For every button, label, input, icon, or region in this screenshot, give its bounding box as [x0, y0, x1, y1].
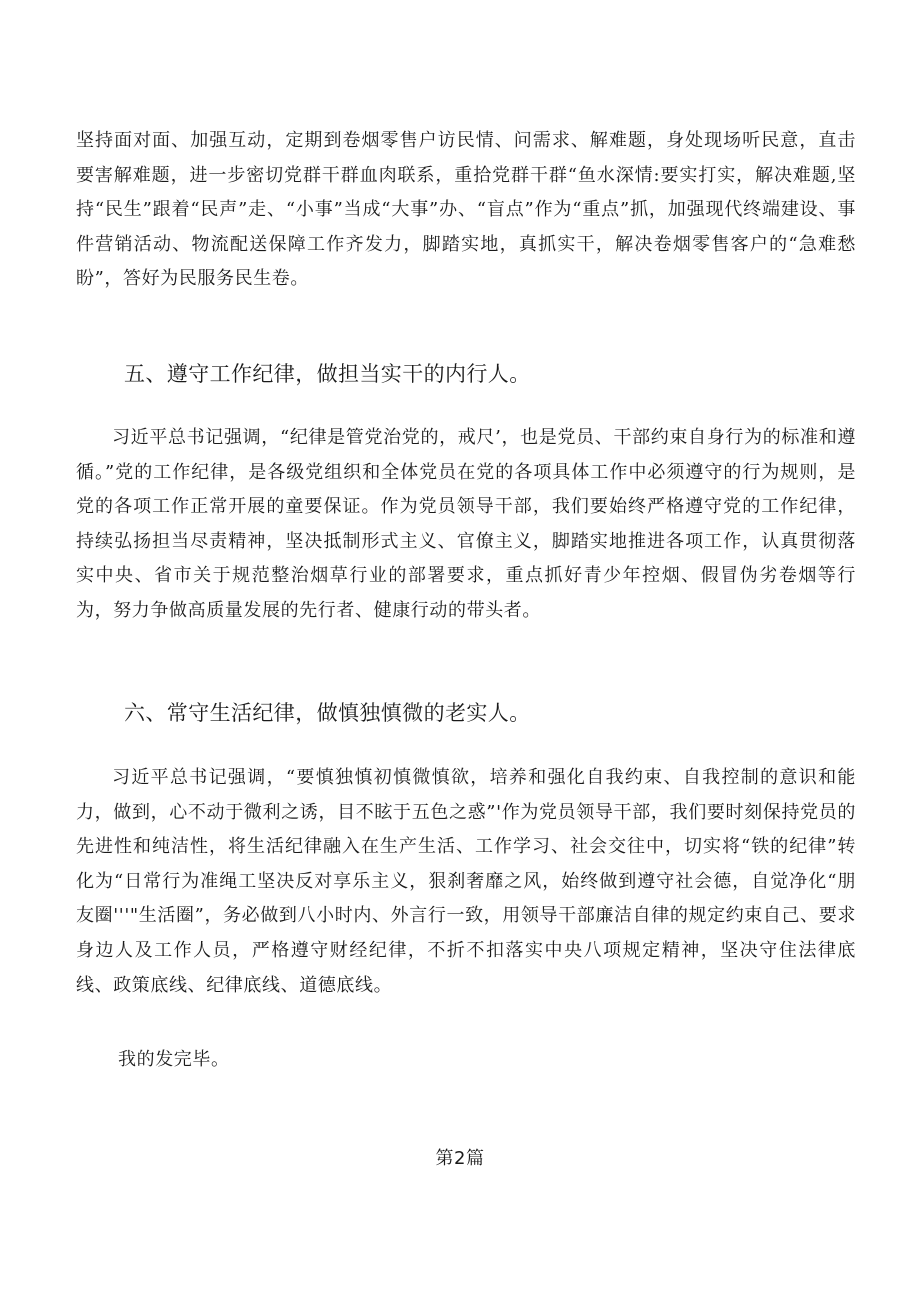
next-article-title: 第2篇	[435, 1148, 485, 1169]
closing-remark: 我的发完毕。	[118, 1049, 230, 1070]
section-heading-5: 五、遵守工作纪律，做担当实干的内行人。	[124, 362, 531, 386]
section-body-5: 习近平总书记强调，“纪律是管党治党的，戒尺’，也是党员、干部约束自身行为的标准和遵循。”党的工作纪律，是各级党组织和全体党员在党的各项具体工作中必须遵守的行为规则，是党的各项工作正常开展的童要保证。作为党员领导干部，我们要始终严格遵守党的工作纪律，持续弘扬担当尽责精神，坚决抵制形式主义、官僚主义，脚踏实地推进各项工作，认真贯彻落实中央、省市关于规范整治烟草行业的部署要求，重点抓好青少年控烟、假冒伪劣卷烟等行为，努力争做高质量发展的先行者、健康行动的带头者。	[76, 427, 856, 621]
section-heading-6: 六、常守生活纪律，做慎独慎微的老实人。	[124, 701, 531, 725]
section-body-6: 习近平总书记强调，“要慎独慎初慎微慎欲，培养和强化自我约束、自我控制的意识和能力，做到，心不动于微利之诱，目不眩于五色之惑”'作为党员领导干部，我们要时刻保持党员的先进性和纯洁性，将生活纪律融入在生产生活、工作学习、社会交往中，切实将“铁的纪律”转化为“日常行为准绳工坚决反对享乐主义，狠刹奢靡之风，始终做到遵守社会德，自觉净化“朋友圈'''"生活圈”，务必做到八小时内、外言行一致，用领导干部廉洁自律的规定约束自己、要求身边人及工作人员，严格遵守财经纪律，不折不扣落实中央八项规定精神，坚决守住法律底线、政策底线、纪律底线、道德底线。	[76, 767, 856, 996]
intro-paragraph: 坚持面对面、加强互动，定期到卷烟零售户访民情、问需求、解难题，身处现场听民意，直击要害解难题，进一步密切党群干群血肉联系，重拾党群干群“鱼水深情:要实打实，解决难题,坚持“民生”跟着“民声”走、“小事”当成“大事”办、“盲点”作为“重点”抓，加强现代终端建设、事件营销活动、物流配送保障工作齐发力，脚踏实地，真抓实干，解决卷烟零售客户的“急难愁盼”，答好为民服务民生卷。	[76, 130, 856, 290]
